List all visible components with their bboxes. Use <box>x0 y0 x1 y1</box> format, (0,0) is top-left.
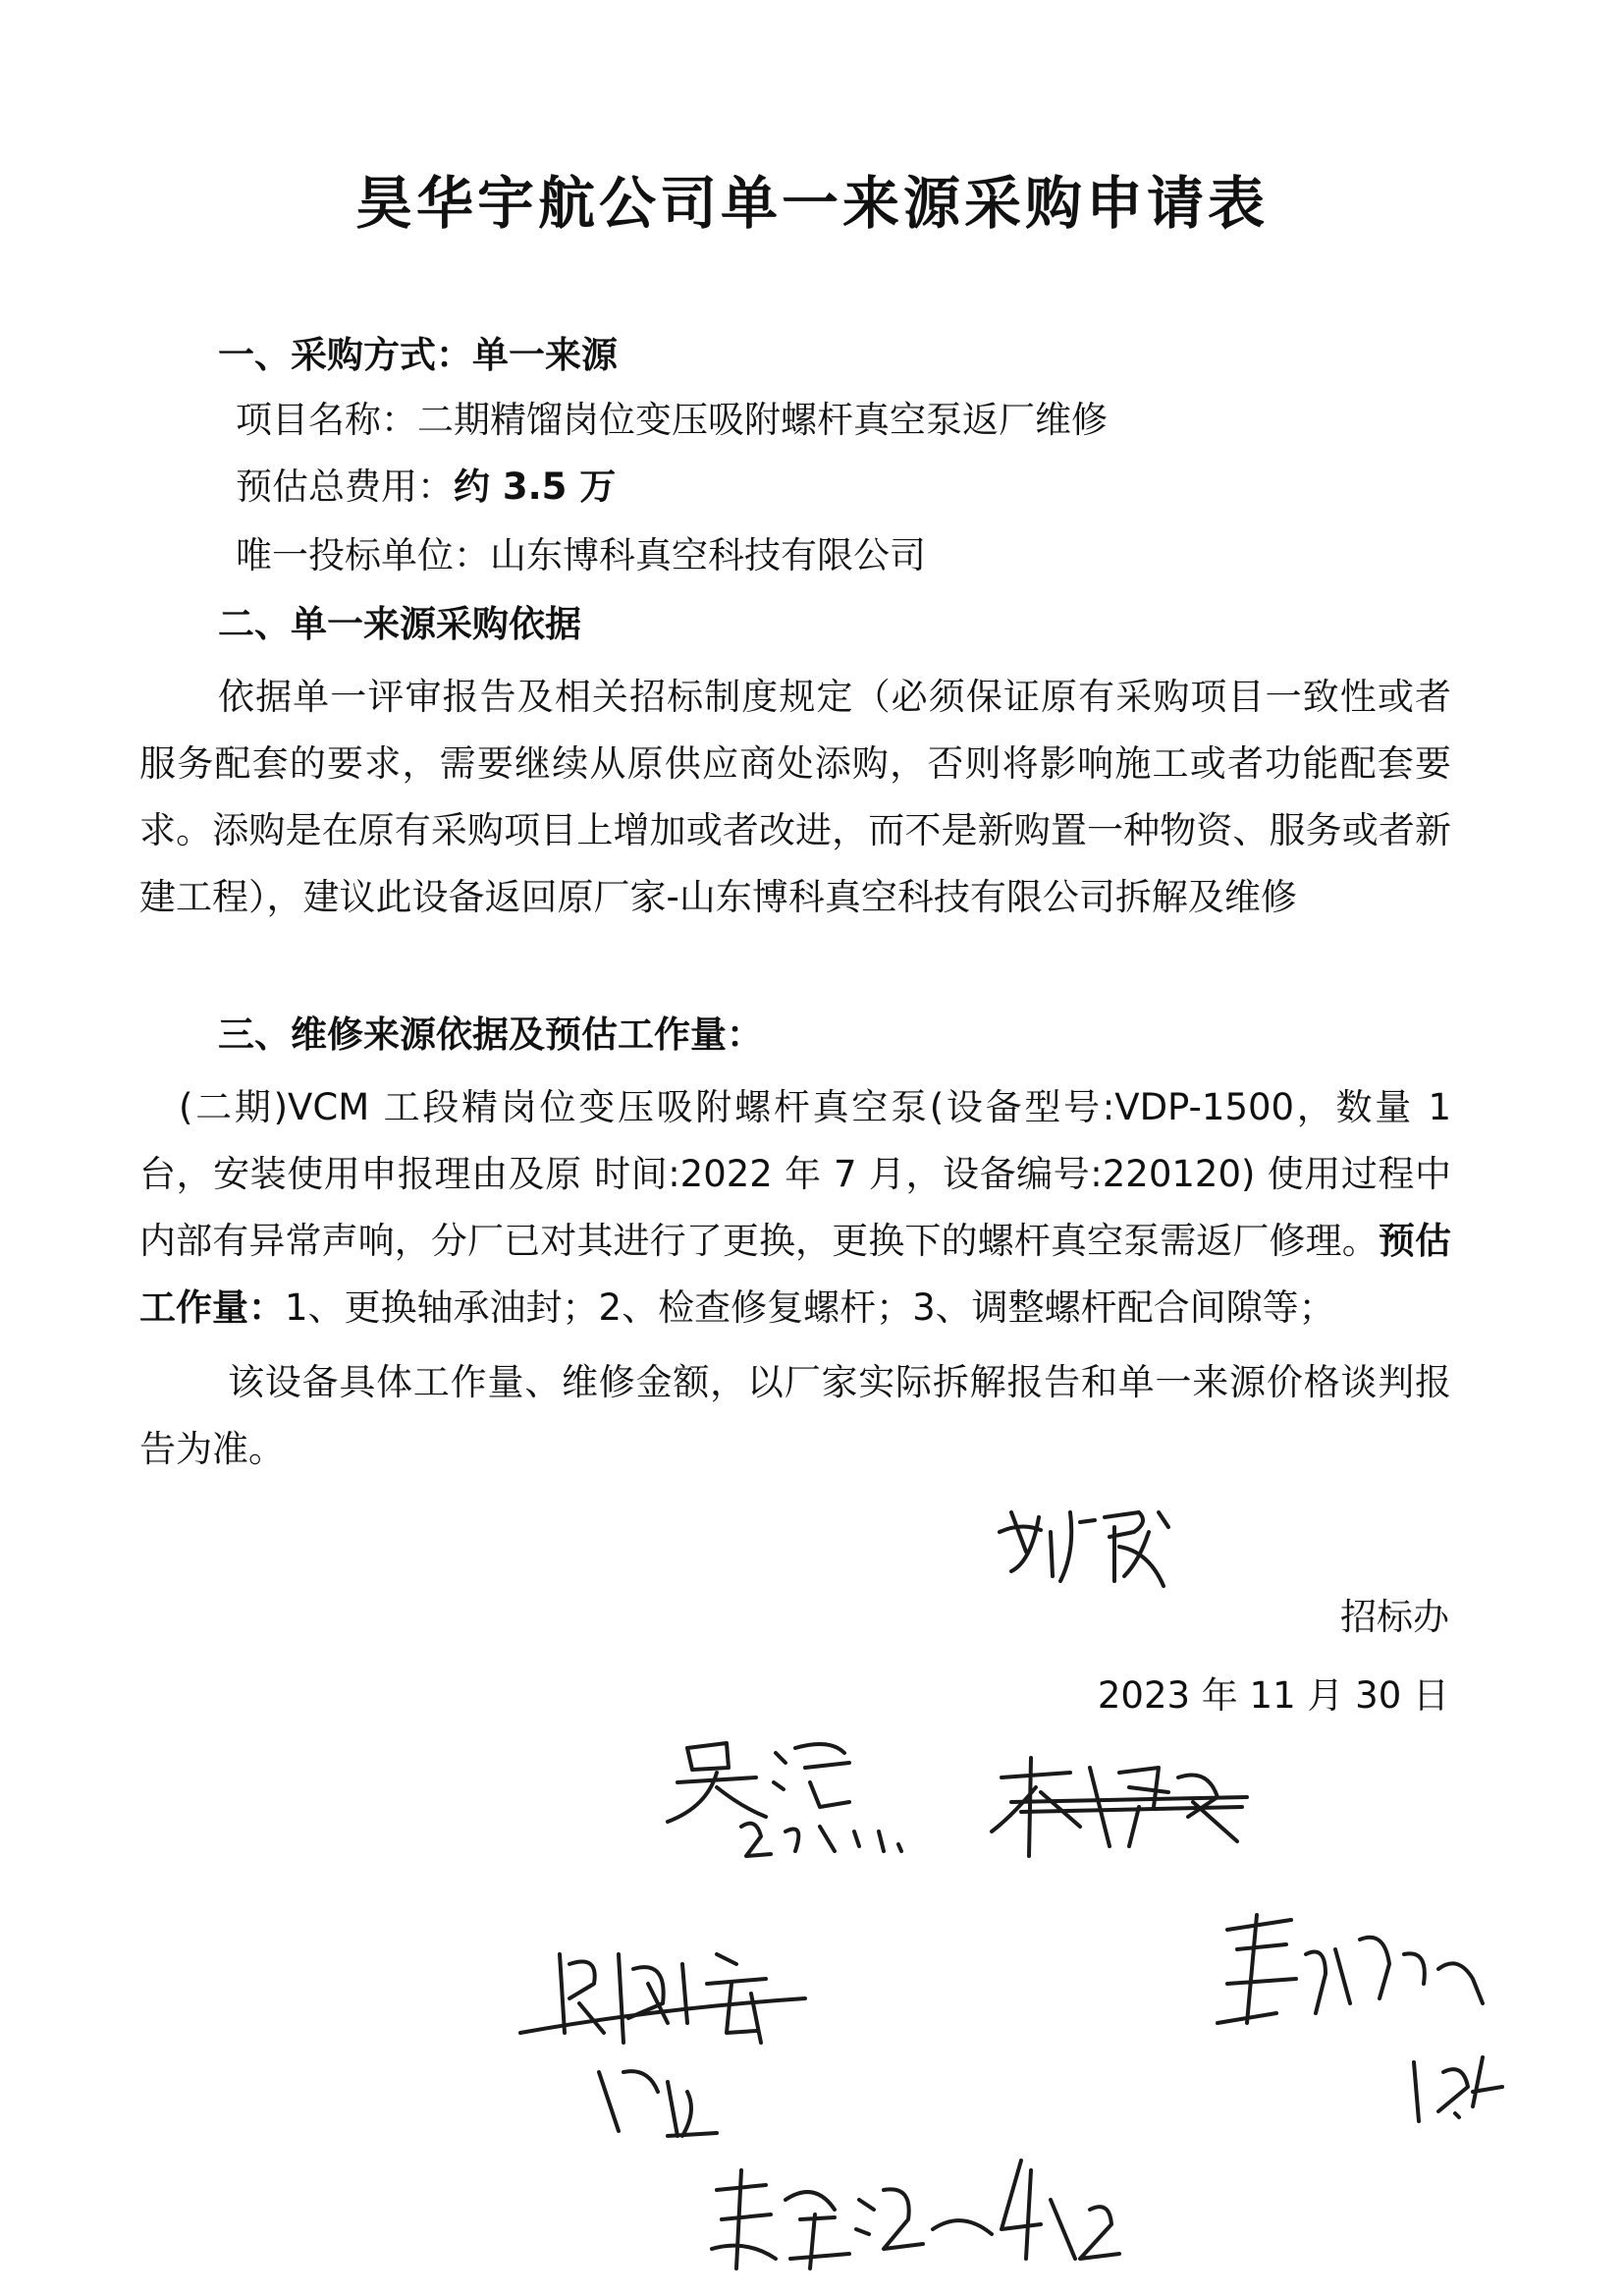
section-2-heading: 二、单一来源采购依据 <box>218 603 581 645</box>
document-title: 昊华宇航公司单一来源采购申请表 <box>354 170 1269 237</box>
signature-1 <box>992 1493 1188 1605</box>
project-name-value: 二期精馏岗位变压吸附螺杆真空泵返厂维修 <box>417 399 1108 441</box>
section-3-heading: 三、维修来源依据及预估工作量： <box>218 1013 763 1056</box>
estimated-cost-row <box>236 464 616 511</box>
workload-items: 1、更换轴承油封；2、检查修复螺杆；3、调整螺杆配合间隙等； <box>285 1286 1335 1329</box>
signature-4 <box>511 1925 844 2145</box>
project-name-label: 项目名称： <box>236 399 417 441</box>
estimated-cost-label: 预估总费用： <box>236 465 454 508</box>
estimated-cost-value: 约 3.5 万 <box>454 465 617 508</box>
section-2-paragraph: 依据单一评审报告及相关招标制度规定（必须保证原有采购项目一致性或者服务配套的要求，需要继续从原供应商处添购，否则将影响施工或者功能配套要求。添购是在原有采购项目上增加或者改进，而不是新购置一种物资、服务或者新建工程），建议此设备返回原厂家-山东博科真空科技有限公司拆解及维修 <box>139 676 1451 918</box>
signature-5 <box>1188 1895 1542 2135</box>
signature-6 <box>687 2141 1139 2292</box>
closing-paragraph: 该设备具体工作量、维修金额，以厂家实际拆解报告和单一来源价格谈判报告为准。 <box>139 1361 1451 1470</box>
project-name-row <box>236 397 1108 444</box>
section-1-heading: 一、采购方式：单一来源 <box>218 334 618 376</box>
equipment-description: (二期)VCM 工段精岗位变压吸附螺杆真空泵(设备型号:VDP-1500，数量 1 台，安装使用申报理由及原 时间:2022 年 7 月，设备编号:220120) 使用过程中内部有异常声响，分厂已对其进行了更换，更换下的螺杆真空泵需返厂修理。 <box>139 1086 1451 1262</box>
sole-bidder-label: 唯一投标单位： <box>236 534 490 576</box>
sole-bidder-value: 山东博科真空科技有限公司 <box>490 534 926 576</box>
sole-bidder-row <box>236 532 926 579</box>
signature-2 <box>648 1728 962 1870</box>
workload-label: 预估工作量： <box>139 1220 1452 1329</box>
issue-date: 2023 年 11 月 30 日 <box>1097 1674 1449 1717</box>
section-3-paragraph <box>139 1074 1451 1341</box>
issuing-office: 招标办 <box>1340 1596 1449 1638</box>
signature-3 <box>982 1748 1257 1870</box>
